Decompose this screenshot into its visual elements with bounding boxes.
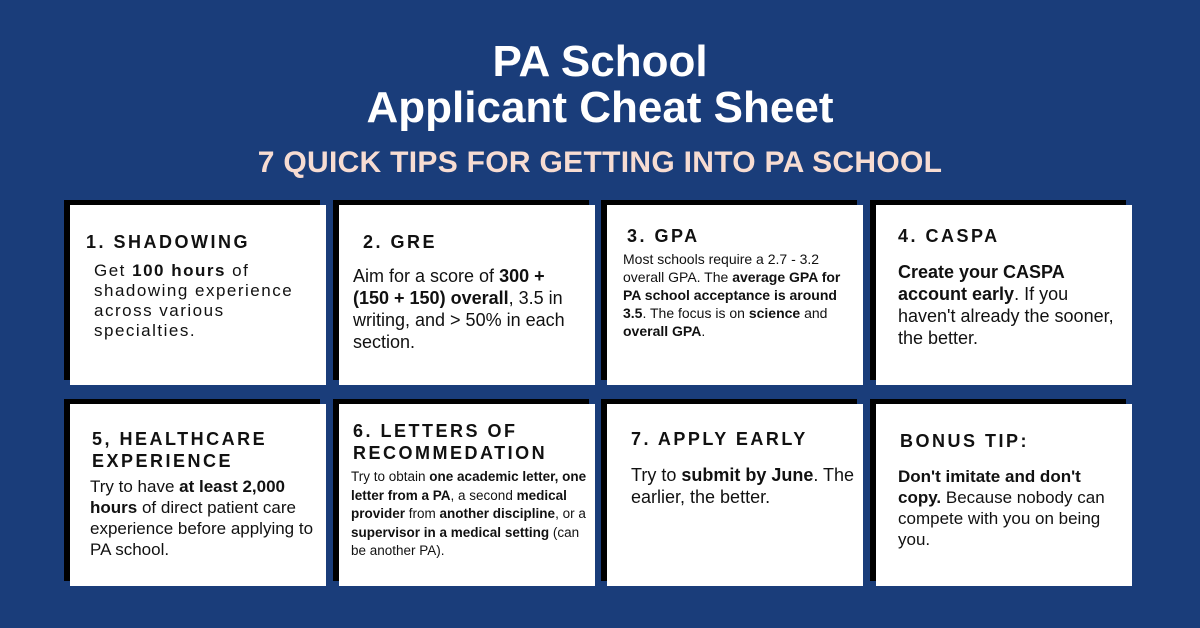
tip-body: Try to have at least 2,000 hours of direct patient care experience before applying to PA school. <box>90 477 314 559</box>
tip-card-gre <box>339 205 595 385</box>
emphasis-text: supervisor in a medical setting <box>351 524 550 540</box>
tip-body: Aim for a score of 300 + (150 + 150) overall, 3.5 in writing, and > 50% in each section. <box>353 266 565 352</box>
tip-body: Try to obtain one academic letter, one letter from a PA, a second medical provider from another discipline, or a supervisor in a medical setting (can be another PA). <box>351 469 587 558</box>
emphasis-text: Create your CASPA account early <box>898 262 1065 304</box>
emphasis-text: average GPA for PA school acceptance is around 3.5 <box>623 269 841 321</box>
tip-heading: BONUS TIP: <box>900 431 1030 451</box>
emphasis-text: submit by June <box>681 465 814 485</box>
emphasis-text: Don't imitate and don't copy. <box>898 467 1081 507</box>
emphasis-text: science <box>748 305 801 321</box>
emphasis-text: 100 hours <box>132 261 226 280</box>
tip-body: Don't imitate and don't copy. Because nobody can compete with you on being you. <box>898 467 1105 549</box>
emphasis-text: another discipline <box>439 506 556 521</box>
tip-heading: 7. APPLY EARLY <box>631 429 808 449</box>
emphasis-text: medical provider <box>351 487 567 521</box>
emphasis-text: one academic letter, one letter from a PA <box>351 469 587 503</box>
subtitle: 7 QUICK TIPS FOR GETTING INTO PA SCHOOL <box>257 146 943 179</box>
tip-card-apply-early <box>607 404 863 586</box>
tip-card-gpa <box>607 205 863 385</box>
emphasis-text: overall GPA <box>623 323 702 339</box>
tip-heading: 1. SHADOWING <box>86 232 251 252</box>
emphasis-text: at least 2,000 hours <box>90 477 285 517</box>
tip-body: Get 100 hours of shadowing experience across various specialties. <box>94 261 294 340</box>
tip-heading: 6. LETTERS OF RECOMMEDATION <box>353 421 548 463</box>
tip-heading: 4. CASPA <box>898 226 1000 246</box>
tip-card-bonus <box>876 404 1132 586</box>
tip-body: Try to submit by June. The earlier, the better. <box>631 465 855 507</box>
tip-card-caspa <box>876 205 1132 385</box>
tip-card-shadowing <box>70 205 326 385</box>
tip-card-healthcare <box>70 404 326 586</box>
title-line-1: PA School <box>492 37 708 86</box>
emphasis-text: 300 + (150 + 150) overall <box>353 266 545 308</box>
tip-heading: 3. GPA <box>627 226 700 246</box>
tip-body: Create your CASPA account early. If you haven't already the sooner, the better. <box>898 262 1114 348</box>
tip-heading: 2. GRE <box>363 232 438 252</box>
tip-body: Most schools require a 2.7 - 3.2 overall GPA. The average GPA for PA school acceptance is around 3.5. The focus is on science and overall GPA. <box>623 251 841 339</box>
tip-card-letters <box>339 404 595 586</box>
title-line-2: Applicant Cheat Sheet <box>366 83 834 132</box>
tip-heading: 5, HEALTHCARE EXPERIENCE <box>92 429 268 471</box>
